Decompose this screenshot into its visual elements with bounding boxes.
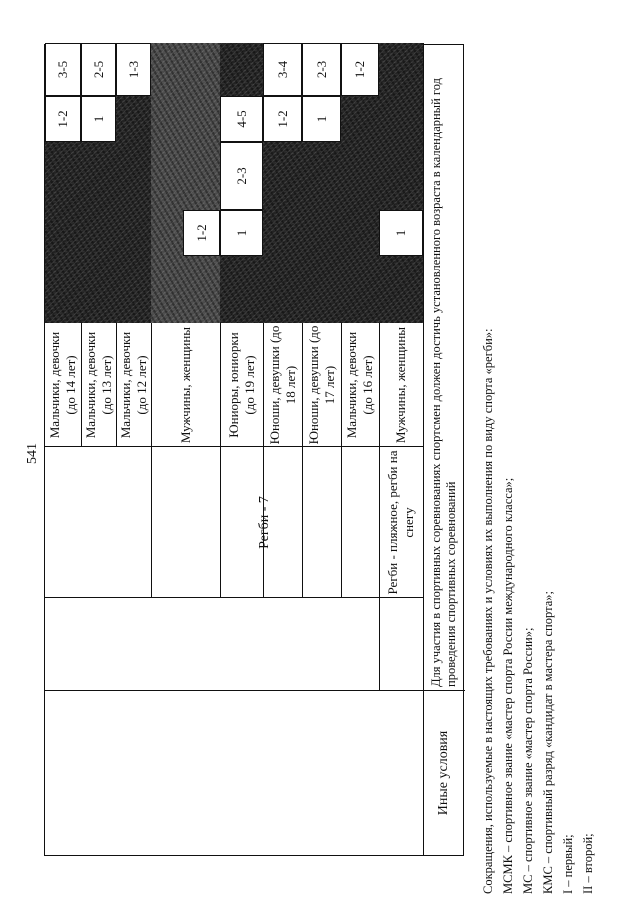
group-label: Мужчины, женщины	[177, 326, 193, 444]
grid-fill	[151, 43, 220, 323]
value-box: 1-2	[183, 210, 220, 256]
value-box: 1	[302, 96, 341, 142]
value-box: 2-3	[220, 142, 263, 210]
other-conditions-label: Иные условия	[436, 730, 451, 816]
value-box: 2-5	[81, 43, 116, 96]
discipline-rugby-7: Регби - 7	[257, 496, 272, 549]
note-line: МС – спортивное звание «мастер спорта России»;	[521, 627, 535, 894]
page-number: 541	[25, 443, 40, 464]
value-box: 1-2	[263, 96, 302, 142]
group-label: Мальчики, девочки (до 12 лет)	[117, 331, 149, 439]
note-line: Сокращения, используемые в настоящих требованиях и условиях их выполнения по виду спорта «регби»:	[481, 328, 495, 894]
discipline-rugby-beach: Регби - пляжное, регби на снегу	[385, 450, 416, 595]
value-box: 4-5	[220, 96, 263, 142]
col-divider	[45, 690, 465, 691]
value-box: 1-2	[341, 43, 379, 96]
abbreviations-notes	[478, 14, 598, 894]
other-conditions-text: Для участия в спортивных соревнованиях спортсмен должен достичь установленного возраста в календарный год проведения спортивных соревнований	[429, 78, 458, 687]
value-box: 1-2	[45, 96, 81, 142]
value-box: 1	[220, 210, 263, 256]
note-line: I – первый;	[561, 834, 575, 894]
group-label: Юноши, девушки (до 17 лет)	[305, 325, 337, 445]
note-line: МСМК – спортивное звание «мастер спорта России международного класса»;	[501, 477, 515, 894]
group-label: Мужчины, женщины	[393, 326, 408, 444]
group-label: Юниоры, юниорки (до 19 лет)	[225, 332, 257, 438]
group-label: Юноши, девушки (до 18 лет)	[266, 325, 298, 445]
value-box: 3-5	[45, 43, 81, 96]
value-box: 3-4	[263, 43, 302, 96]
group-label: Мальчики, девочки (до 13 лет)	[82, 331, 114, 439]
value-box: 1	[379, 210, 423, 256]
value-box: 2-3	[302, 43, 341, 96]
value-box: 1-3	[116, 43, 151, 96]
note-line: КМС – спортивный разряд «кандидат в мастера спорта»;	[541, 591, 555, 894]
requirements-table	[44, 44, 464, 856]
group-label: Мальчики, девочки (до 14 лет)	[47, 331, 78, 439]
group-label: Мальчики, девочки (до 16 лет)	[344, 331, 375, 439]
note-line: II – второй;	[581, 833, 595, 894]
value-box: 1	[81, 96, 116, 142]
